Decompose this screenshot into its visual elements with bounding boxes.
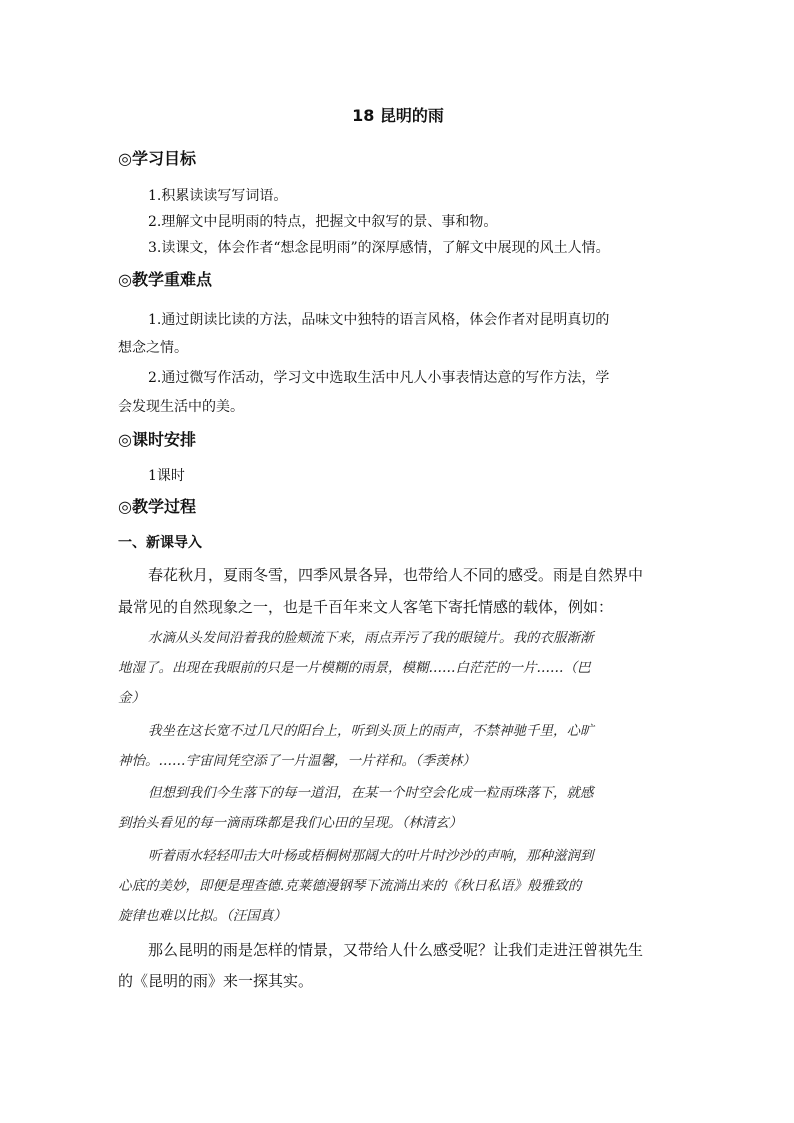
- quote-1-line-1: 水滴从头发间沿着我的脸颊流下来，雨点弄污了我的眼镜片。我的衣服渐渐: [148, 630, 594, 646]
- outro-line-2: 的《昆明的雨》来一探其实。: [118, 972, 314, 990]
- keypoint-1-line-2: 想念之情。: [118, 340, 188, 356]
- process-subheading: 一、新课导入: [118, 535, 202, 551]
- quote-2-line-2: 神怡。……宇宙间凭空添了一片温馨，一片祥和。（季羡林）: [118, 753, 476, 769]
- keypoints-heading: ◎教学重难点: [118, 270, 212, 289]
- goal-item-1: 1.积累读读写写词语。: [148, 188, 288, 204]
- quote-4-line-2: 心底的美妙，即便是理查德.克莱德漫钢琴下流淌出来的《秋日私语》般雅致的: [118, 878, 582, 894]
- outro-line-1: 那么昆明的雨是怎样的情景，又带给人什么感受呢？让我们走进汪曾祺先生: [148, 941, 644, 959]
- quote-4-line-3: 旋律也难以比拟。（汪国真）: [118, 908, 287, 924]
- goal-item-3: 3.读课文，体会作者“想念昆明雨”的深厚感情，了解文中展现的风土人情。: [148, 240, 610, 256]
- intro-line-1: 春花秋月，夏雨冬雪，四季风景各异，也带给人不同的感受。雨是自然界中: [148, 566, 644, 584]
- page-title: 18 昆明的雨: [352, 106, 444, 125]
- quote-4-line-1: 听着雨水轻轻叩击大叶杨或梧桐树那阔大的叶片时沙沙的声响，那种滋润到: [148, 848, 594, 864]
- intro-line-2: 最常见的自然现象之一，也是千百年来文人客笔下寄托情感的载体，例如：: [118, 598, 614, 616]
- keypoint-2-line-1: 2.通过微写作活动，学习文中选取生活中凡人小事表情达意的写作方法，学: [148, 370, 610, 386]
- goal-item-2: 2.理解文中昆明雨的特点，把握文中叙写的景、事和物。: [148, 214, 498, 230]
- quote-3-line-1: 但想到我们今生落下的每一道泪，在某一个时空会化成一粒雨珠落下，就感: [148, 785, 594, 801]
- schedule-heading: ◎课时安排: [118, 430, 196, 449]
- schedule-text: 1课时: [148, 468, 185, 484]
- goals-heading: ◎学习目标: [118, 149, 196, 168]
- keypoint-1-line-1: 1.通过朗读比读的方法，品味文中独特的语言风格，体会作者对昆明真切的: [148, 312, 610, 328]
- quote-3-line-2: 到抬头看见的每一滴雨珠都是我们心田的呈现。（林清玄）: [118, 815, 463, 831]
- keypoint-2-line-2: 会发现生活中的美。: [118, 399, 244, 415]
- quote-2-line-1: 我坐在这长宽不过几尺的阳台上，听到头顶上的雨声，不禁神驰千里，心旷: [148, 723, 594, 739]
- quote-1-line-2: 地湿了。出现在我眼前的只是一片模糊的雨景，模糊……白茫茫的一片……（巴: [118, 660, 591, 676]
- process-heading: ◎教学过程: [118, 497, 196, 516]
- quote-1-line-3: 金）: [118, 690, 145, 706]
